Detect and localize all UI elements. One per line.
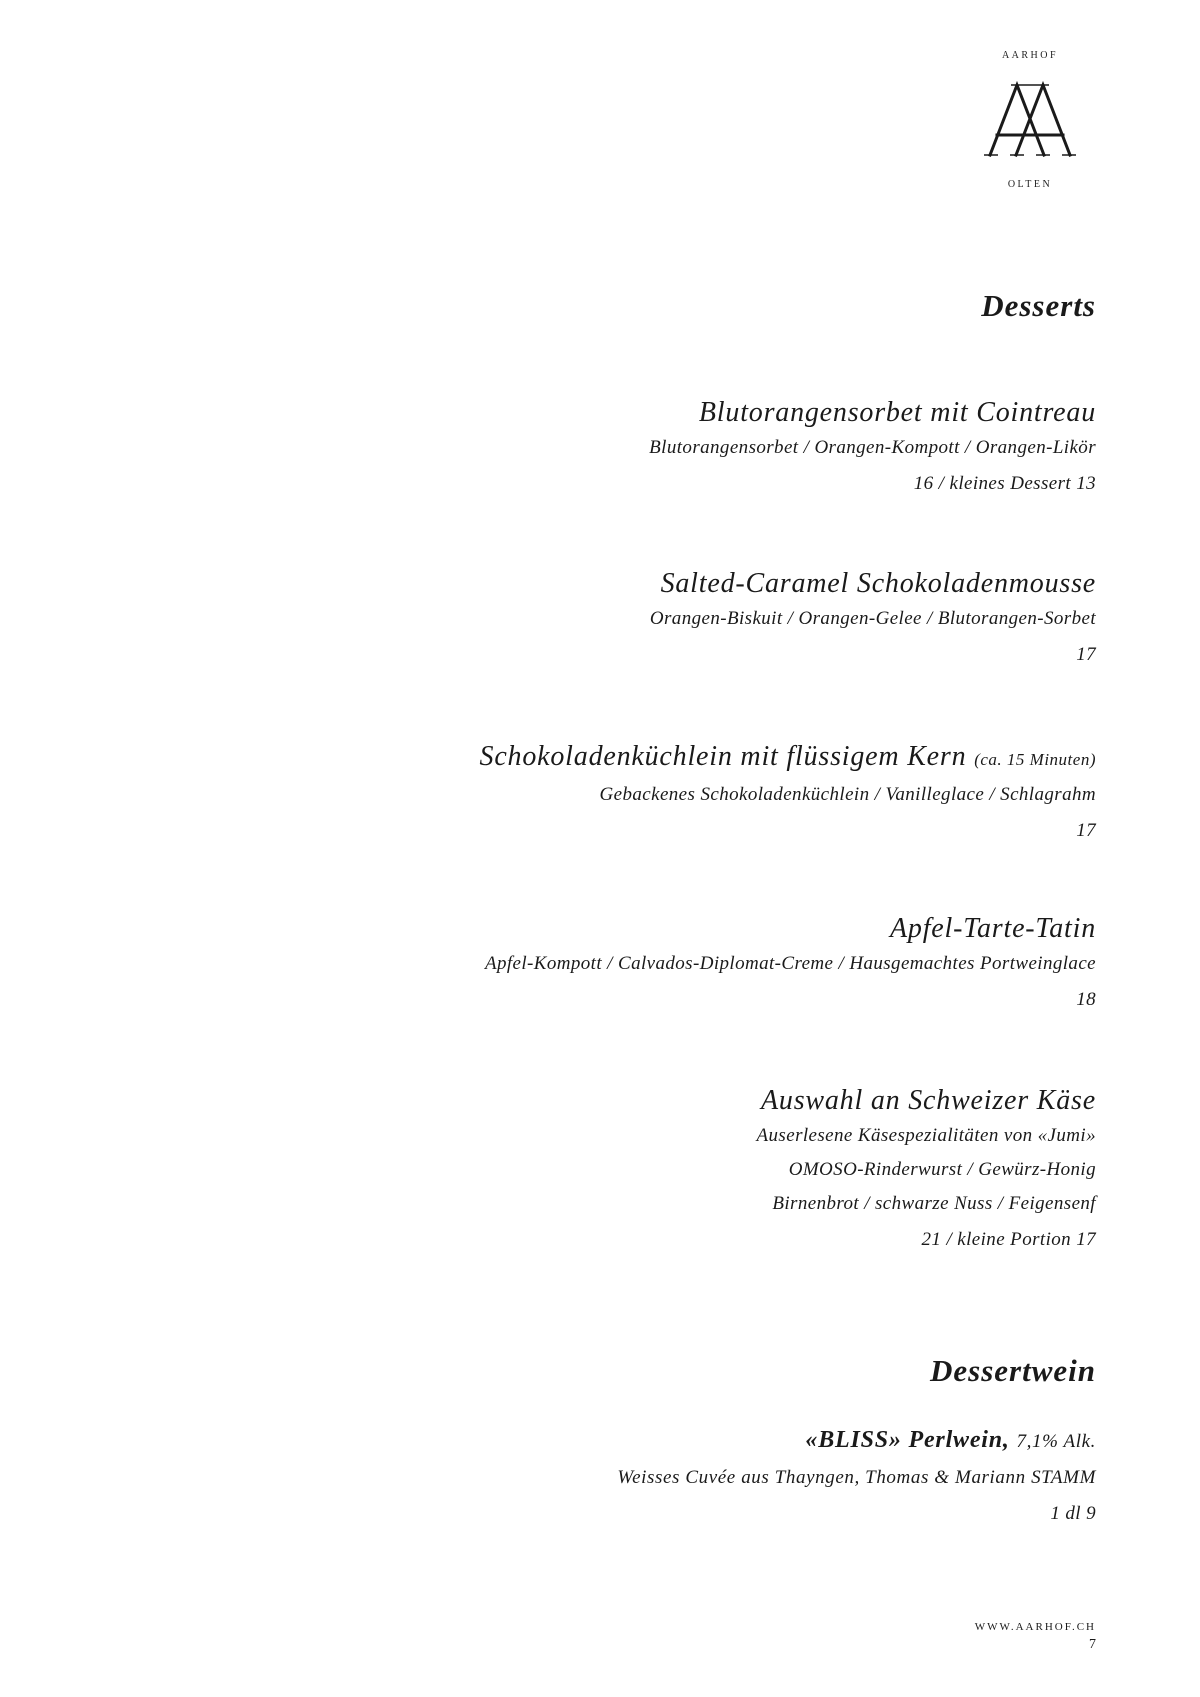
dish-desc: Blutorangensorbet / Orangen-Kompott / Orangen-Likör bbox=[649, 437, 1096, 458]
aa-logo-icon bbox=[980, 79, 1080, 161]
dish-desc: Birnenbrot / schwarze Nuss / Feigensenf bbox=[772, 1193, 1096, 1214]
dish-desc: Auserlesene Käsespezialitäten von «Jumi» bbox=[756, 1125, 1096, 1146]
wine-alcohol: 7,1% Alk. bbox=[1016, 1431, 1096, 1452]
dish-name: Salted-Caramel Schokoladenmousse bbox=[660, 568, 1096, 599]
dish-price: 18 bbox=[1076, 989, 1096, 1010]
dish-desc: Gebackenes Schokoladenküchlein / Vanilleglace / Schlagrahm bbox=[599, 784, 1096, 805]
dish-name: Blutorangensorbet mit Cointreau bbox=[698, 397, 1096, 428]
wine-price: 1 dl 9 bbox=[1050, 1503, 1096, 1524]
section-title-desserts: Desserts bbox=[981, 288, 1096, 323]
dish-name: Apfel-Tarte-Tatin bbox=[889, 913, 1096, 944]
dish-4 bbox=[196, 912, 1096, 1016]
wine-name: «BLISS» Perlwein, bbox=[805, 1427, 1010, 1453]
dish-3 bbox=[196, 740, 1096, 847]
dish-name: Auswahl an Schweizer Käse bbox=[761, 1085, 1096, 1116]
footer bbox=[975, 1621, 1096, 1653]
section-title-dessertwein: Dessertwein bbox=[930, 1353, 1096, 1388]
brand-name: AARHOF bbox=[1001, 50, 1059, 61]
dish-1 bbox=[196, 396, 1096, 500]
dish-desc: Apfel-Kompott / Calvados-Diplomat-Creme / Hausgemachtes Portweinglace bbox=[484, 953, 1096, 974]
dish-price: 21 / kleine Portion 17 bbox=[921, 1229, 1096, 1250]
dish-2 bbox=[196, 567, 1096, 671]
dish-price: 17 bbox=[1076, 820, 1096, 841]
dish-price: 16 / kleines Dessert 13 bbox=[913, 473, 1096, 494]
brand-city: OLTEN bbox=[1007, 179, 1053, 190]
brand-block bbox=[970, 50, 1090, 190]
dish-price: 17 bbox=[1076, 644, 1096, 665]
dish-desc: Orangen-Biskuit / Orangen-Gelee / Blutorangen-Sorbet bbox=[649, 608, 1096, 629]
dish-note: (ca. 15 Minuten) bbox=[974, 750, 1096, 769]
dish-name: Schokoladenküchlein mit flüssigem Kern bbox=[479, 741, 967, 772]
wine-desc: Weisses Cuvée aus Thayngen, Thomas & Mariann STAMM bbox=[617, 1467, 1096, 1488]
dish-5 bbox=[196, 1084, 1096, 1256]
dish-desc: OMOSO-Rinderwurst / Gewürz-Honig bbox=[788, 1159, 1096, 1180]
page-number: 7 bbox=[1089, 1637, 1096, 1652]
wine-item bbox=[196, 1424, 1096, 1530]
footer-url[interactable]: WWW.AARHOF.CH bbox=[974, 1621, 1096, 1633]
